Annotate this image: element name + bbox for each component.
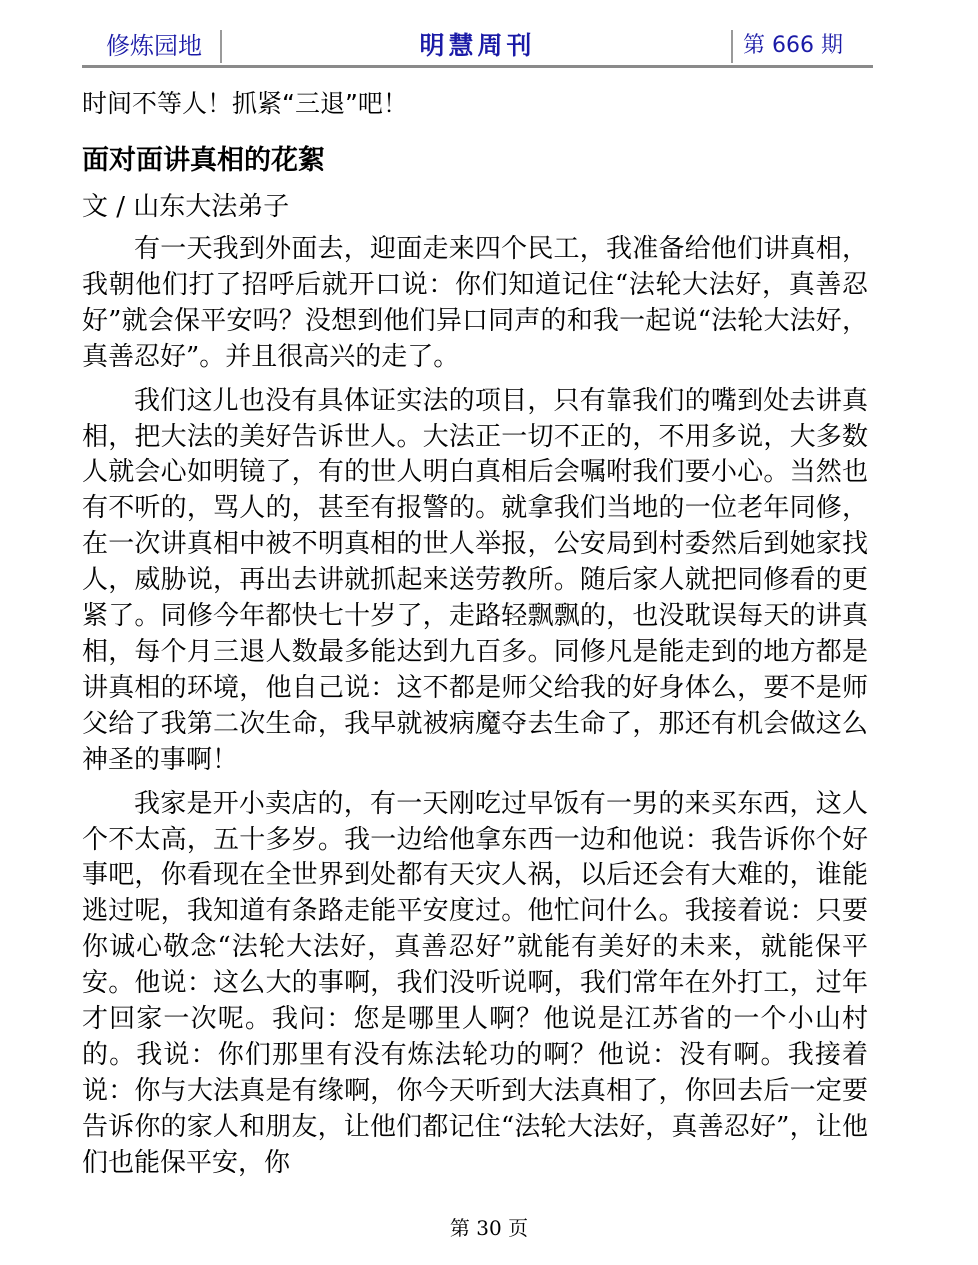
article-byline: 文 / 山东大法弟子	[82, 192, 290, 222]
article-paragraph: 我家是开小卖店的，有一天刚吃过早饭有一男的来买东西，这人个不太高，五十多岁。我一边给他拿东西一边和他说：我告诉你个好事吧，你看现在全世界到处都有天灾人祸，以后还会有大难的，谁能逃过呢，我知道有条路走能平安度过。他忙问什么。我接着说：只要你诚心敬念“法轮大法好，真善忍好”就能有美好的未来，就能保平安。他说：这么大的事啊，我们没听说啊，我们常年在外打工，过年才回家一次呢。我问：您是哪里人啊？他说是江苏省的一个小山村的。我说：你们那里有没有炼法轮功的啊？他说：没有啊。我接着说：你与大法真是有缘啊，你今天听到大法真相了，你回去后一定要告诉你的家人和朋友，让他们都记住“法轮大法好，真善忍好”，让他们也能保平安，你	[82, 788, 868, 1178]
page-number: 第 30 页	[449, 1216, 529, 1240]
header-divider	[731, 30, 733, 63]
page-header	[82, 22, 873, 68]
publication-title: 明慧周刊	[419, 30, 536, 60]
article-paragraph: 我们这儿也没有具体证实法的项目，只有靠我们的嘴到处去讲真相，把大法的美好告诉世人。大法正一切不正的，不用多说，大多数人就会心如明镜了，有的世人明白真相后会嘱咐我们要小心。当然也有不听的，骂人的，甚至有报警的。就拿我们当地的一位老年同修，在一次讲真相中被不明真相的世人举报，公安局到村委然后到她家找人，威胁说，再出去讲就抓起来送劳教所。随后家人就把同修看的更紧了。同修今年都快七十岁了，走路轻飘飘的，也没耽误每天的讲真相，每个月三退人数最多能达到九百多。同修凡是能走到的地方都是讲真相的环境，他自己说：这不都是师父给我的好身体么，要不是师父给了我第二次生命，我早就被病魔夺去生命了，那还有机会做这么神圣的事啊！	[82, 385, 868, 775]
previous-article-ending: 时间不等人！抓紧“三退”吧！	[82, 89, 408, 118]
section-name: 修炼园地	[106, 32, 202, 60]
issue-number: 第 666 期	[743, 33, 843, 58]
article-paragraph: 有一天我到外面去，迎面走来四个民工，我准备给他们讲真相，我朝他们打了招呼后就开口说：你们知道记住“法轮大法好，真善忍好”就会保平安吗？没想到他们异口同声的和我一起说“法轮大法好，真善忍好”。并且很高兴的走了。	[82, 234, 868, 372]
page-content	[82, 86, 868, 1182]
article-title: 面对面讲真相的花絮	[82, 145, 325, 176]
